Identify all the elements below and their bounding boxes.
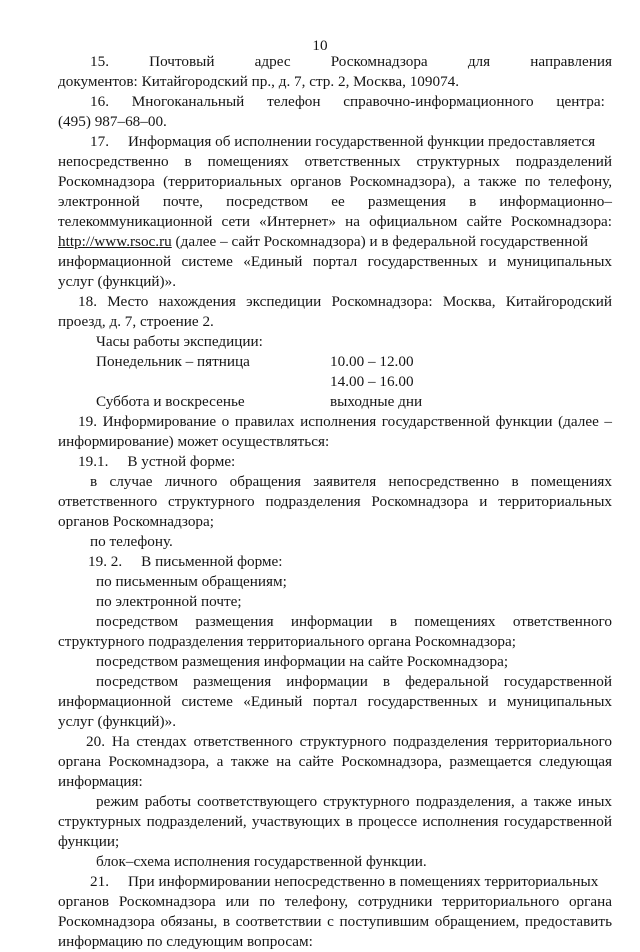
item-19-2-b: по электронной почте; (96, 593, 242, 610)
item-15-word: для (467, 53, 491, 70)
item-20-a-line: структурных подразделений, участвующих в процессе исполнения государственной (58, 813, 612, 830)
item-16-line2: (495) 987–68–00. (58, 113, 167, 130)
item-18-line1: 18. Место нахождения экспедиции Роскомнадзора: Москва, Китайгородский (78, 293, 612, 310)
item-19-line1: 19. Информирование о правилах исполнения государственной функции (далее – (78, 413, 612, 430)
item-19 (58, 412, 612, 732)
weekend-label: Суббота и воскресенье (96, 393, 245, 410)
item-19-1-heading: 19.1. В устной форме: (78, 453, 236, 470)
item-19-1-b: по телефону. (90, 533, 173, 550)
weekday-time-1: 10.00 – 12.00 (330, 353, 414, 370)
item-20-a-line: режим работы соответствующего структурного подразделения, а также иных (96, 793, 612, 810)
hours-weekend-row (88, 392, 612, 412)
item-19-2-a: по письменным обращениям; (96, 573, 287, 590)
item-15-line2: документов: Китайгородский пр., д. 7, стр. 2, Москва, 109074. (58, 73, 460, 90)
item-15-word: Почтовый (149, 53, 215, 70)
item-17-line: электронной почте, посредством ее размещения в информационно– (58, 193, 612, 210)
item-21-line: 21. При информировании непосредственно в помещениях территориальных (90, 873, 599, 890)
item-15-word: адрес (254, 53, 291, 70)
item-19-2-e-line: услуг (функций)». (58, 713, 176, 730)
item-17-line: услуг (функций)». (58, 273, 176, 290)
item-20 (58, 732, 612, 872)
item-20-line: органа Роскомнадзора, а также на сайте Роскомнадзора, размещается следующая (58, 753, 612, 770)
item-21 (58, 872, 612, 952)
hours-weekday-row (88, 352, 612, 372)
item-19-line2: информирование) может осуществляться: (58, 433, 330, 450)
item-21-line: органов Роскомнадзора или по телефону, сотрудники территориального органа (58, 893, 612, 910)
item-21-line: Роскомнадзора обязаны, в соответствии с поступившим обращением, предоставить (58, 913, 612, 930)
item-17-body (58, 152, 612, 292)
item-17-line: непосредственно в помещениях ответственных структурных подразделений (58, 153, 612, 170)
document-body (58, 52, 612, 952)
item-17-line1: 17. Информация об исполнении государственной функции предоставляется (90, 133, 596, 150)
item-19-2-heading: 19. 2. В письменной форме: (88, 553, 283, 570)
rsoc-website-link[interactable]: http://www.rsoc.ru (58, 233, 172, 250)
item-19-1-a-line: органов Роскомнадзора; (58, 513, 214, 530)
weekend-value: выходные дни (330, 393, 423, 410)
hours-title: Часы работы экспедиции: (96, 333, 263, 350)
weekday-label: Понедельник – пятница (96, 353, 250, 370)
item-17-line (58, 232, 612, 252)
item-19-1-a-line: ответственного структурного подразделения Роскомнадзора и территориальных (58, 493, 612, 510)
item-20-a-line: функции; (58, 833, 120, 850)
item-15-line1 (88, 52, 612, 72)
item-18 (58, 292, 612, 332)
weekday-time-2: 14.00 – 16.00 (330, 373, 414, 390)
item-19-2-e-line: посредством размещения информации в федеральной государственной (96, 673, 612, 690)
item-19-2-c-line: посредством размещения информации в помещениях ответственного (96, 613, 612, 630)
hours-weekday-row-2 (88, 372, 612, 392)
item-15-word: Роскомнадзора (330, 53, 428, 70)
item-20-b: блок–схема исполнения государственной функции. (96, 853, 427, 870)
item-19-2-d: посредством размещения информации на сайте Роскомнадзора; (96, 653, 509, 670)
item-19-2-e-line: информационной системе «Единый портал государственных и муниципальных (58, 693, 612, 710)
item-16-line1: 16. Многоканальный телефон справочно-информационного центра: (90, 93, 605, 110)
item-20-line: информация: (58, 773, 143, 790)
item-20-line: 20. На стендах ответственного структурного подразделения территориального (86, 733, 612, 750)
item-17-line-rest: (далее – сайт Роскомнадзора) и в федеральной государственной (171, 233, 589, 250)
item-18-line2: проезд, д. 7, строение 2. (58, 313, 214, 330)
item-21-line: информацию по следующим вопросам: (58, 933, 313, 950)
item-17-line: телекоммуникационной сети «Интернет» на официальном сайте Роскомнадзора: (58, 213, 612, 230)
page-number: 10 (312, 37, 328, 54)
item-17-line: Роскомнадзора (территориальных органов Роскомнадзора), а также по телефону, (58, 173, 612, 190)
item-19-2-c-line: структурного подразделения территориального органа Роскомнадзора; (58, 633, 516, 650)
item-15-number: 15. (90, 53, 109, 70)
item-17-line: информационной системе «Единый портал государственных и муниципальных (58, 253, 612, 270)
item-15-word: направления (530, 53, 612, 70)
item-19-1-a-line: в случае личного обращения заявителя непосредственно в помещениях (90, 473, 612, 490)
